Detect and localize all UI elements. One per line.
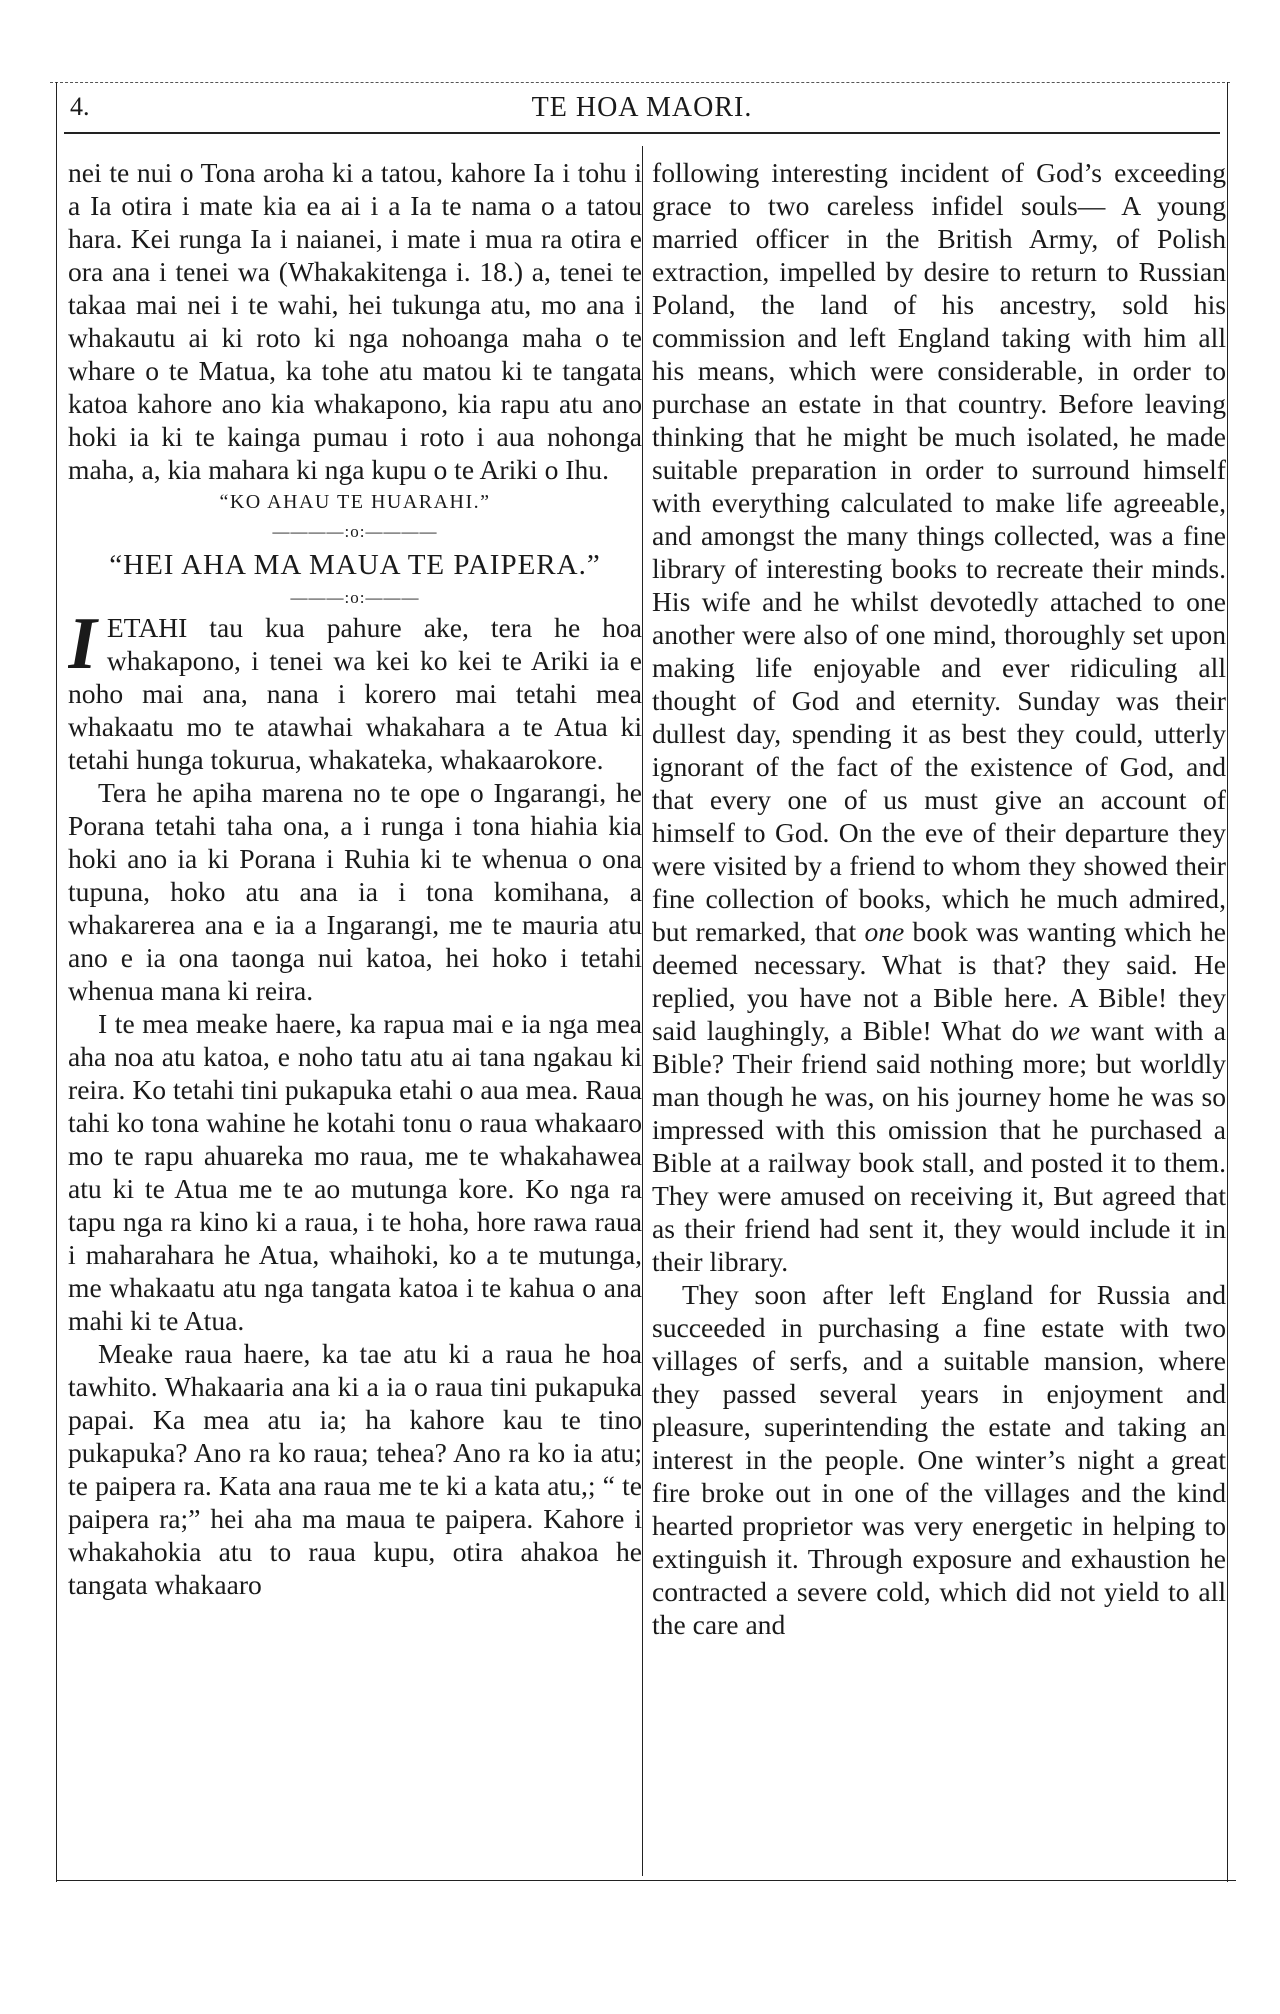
page-title: TE HOA MAORI. <box>531 92 753 123</box>
bottom-rule <box>56 1880 1236 1881</box>
paragraph: nei te nui o Tona aroha ki a tatou, kahore Ia i tohu i a Ia otira i mate kia ea ai i a Ia te nama o a tatou hara. Kei runga Ia i naianei, i mate i mua ra otira e ora ana i tenei wa (Whakakitenga i. 18.) a, tenei te takaa mai nei i te wahi, hei tukunga atu, mo ana i whakautu ai ki roto ki nga nohoanga maha o te whare o te Matua, ka tohe atu matou ki te tangata katoa kahore ano kia whakapono, kia rapu atu ano hoki ia ki te kainga pumau i roto i aua nohonga maha, a, kia mahara ki nga kupu o te Ariki o Ihu. <box>68 157 642 485</box>
page-header <box>64 92 1220 134</box>
emphasis: we <box>1049 1015 1081 1046</box>
paragraph-text: want with a Bible? Their friend said nothing more; but worldly man though he was, on his journey home he was so impressed with this omission that he purchased a Bible at a railway book stall, and posted it to them. They were amused on receiving it, But agreed that as their friend had sent it, they would include it in their library. <box>652 1015 1226 1277</box>
column-divider <box>642 146 643 1876</box>
paragraph <box>652 156 1226 1278</box>
paragraph: Meake raua haere, ka tae atu ki a raua he hoa tawhito. Whakaaria ana ki a ia o raua tini pukapuka papai. Ka mea atu ia; ha kahore kau te tino pukapuka? Ano ra ko raua; tehea? Ano ra ko ia atu; te paipera ra. Kata ana raua me te ki a kata atu,; “ te paipera ra;” hei aha ma maua te paipera. Kahore i whakahokia atu to raua kupu, otira ahakoa he tangata whakaaro <box>68 1338 642 1600</box>
right-column <box>652 156 1226 1868</box>
drop-cap: I <box>68 603 97 685</box>
attribution: “KO AHAU TE HUARAHI.” <box>219 491 491 513</box>
page-number: 4. <box>70 92 90 121</box>
paragraph <box>68 603 642 776</box>
paragraph: I te mea meake haere, ka rapua mai e ia nga mea aha noa atu katoa, e noho tatu atu ai tana ngakau ki reira. Ko tetahi tini pukapuka etahi o aua mea. Raua tahi ko tona wahine he kotahi tonu o raua whakaaro mo te rapu ahuareka mo raua, me te whakahawea atu ki te Atua me te ao mutunga kore. Ko nga ra tapu nga ra kino ki a raua, i te hoha, hore rawa raua i maharahara he Atua, whaihoki, ko a te mutunga, me whakaatu atu nga tangata katoa i te kahua o ana mahi ki te Atua. <box>68 1008 642 1336</box>
article-title: “HEI AHA MA MAUA TE PAIPERA.” <box>109 549 601 581</box>
separator: ————:o:———— <box>272 522 438 541</box>
left-column <box>68 156 642 1868</box>
paragraph-text: following interesting incident of God’s exceeding grace to two careless infidel souls— A young married officer in the British Army, of Polish extraction, impelled by desire to return to Russian Poland, the land of his ancestry, sold his commission and left England taking with him all his means, which were considerable, in order to purchase an estate in that country. Before leaving thinking that he might be much isolated, he made suitable preparation in order to surround himself with everything calculated to make life agreeable, and amongst the many things collected, was a fine library of interesting books to recreate their minds. His wife and he whilst devotedly attached to one another were also of one mind, thoroughly set upon making life enjoyable and ever ridiculing all thought of God and eternity. Sunday was their dullest day, spending it as best they could, utterly ignorant of the fact of the existence of God, and that every one of us must give an account of himself to God. On the eve of their departure they were visited by a friend to whom they showed their fine collection of books, which he much admired, but remarked, that <box>652 157 1226 947</box>
separator: ———:o:——— <box>290 588 420 607</box>
paragraph: They soon after left England for Russia and succeeded in purchasing a fine estate with two villages of serfs, and a suitable mansion, where they passed several years in enjoyment and pleasure, superintending the estate and taking an interest in the people. One winter’s night a great fire broke out in one of the villages and the kind hearted proprietor was very energetic in helping to extinguish it. Through exposure and exhaustion he contracted a severe cold, which did not yield to all the care and <box>652 1279 1226 1640</box>
paragraph: Tera he apiha marena no te ope o Ingarangi, he Porana tetahi taha ona, a i runga i tona hiahia kia hoki ano ia ki Porana i Ruhia ki te whenua o ona tupuna, hoko atu ana ia i tona komihana, a whakarerea ana e ia a Ingarangi, me te mauria atu ano e ia ona taonga nui katoa, hei hoko i tetahi whenua mana ki reira. <box>68 777 642 1006</box>
paragraph-text: ETAHI tau kua pahure ake, tera he hoa whakapono, i tenei wa kei ko kei te Ariki ia e noho mai ana, nana i korero mai tetahi mea whakaatu mo te atawhai whakahara a te Atua ki tetahi hunga tokurua, whakateka, whakaarokore. <box>68 612 642 775</box>
emphasis: one <box>864 916 905 947</box>
paragraph-text: book was wanting which he deemed necessary. What is that? they said. He replied, you have not a Bible here. A Bible! they said laughingly, a Bible! What do <box>652 916 1226 1046</box>
